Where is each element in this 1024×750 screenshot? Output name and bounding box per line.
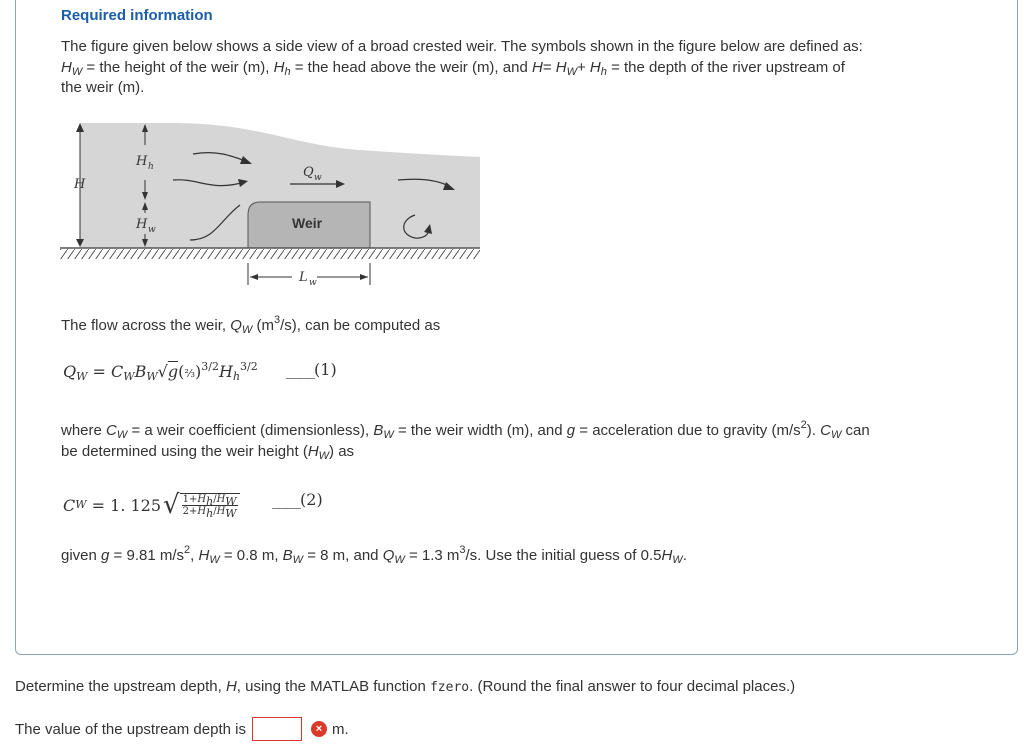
answer-row xyxy=(15,717,349,741)
equation-1-number: ____(1) xyxy=(286,360,337,379)
weir-figure xyxy=(60,120,485,290)
label-Lw-sub: w xyxy=(309,278,317,288)
answer-unit: m. xyxy=(331,720,349,738)
label-H: H xyxy=(74,177,86,192)
answer-label: The value of the upstream depth is xyxy=(15,720,246,738)
label-Hh: H xyxy=(136,154,148,169)
intro-paragraph: The figure given below shows a side view of a broad crested weir. The symbols shown in the figure below are defined as: $H_W$ = the height of the weir (m), $H_h$ = the head above the weir (m), and $H= H_W+ H_h$ = the depth of the river upstream of the weir (m). xyxy=(61,38,863,96)
equation-1: $Q_W$ = $C_WB_W√g(\frac{2}{3})^{3/2}H_h^{3/2}$ xyxy=(63,360,258,383)
label-Qw: Q xyxy=(303,165,314,180)
label-Hh-sub: h xyxy=(148,162,154,172)
flow-text: The flow across the weir, $Q_W$ $(m^3/s)$, can be computed as xyxy=(61,314,441,336)
label-weir: Weir xyxy=(292,215,323,231)
error-icon: × xyxy=(311,721,327,737)
label-Qw-sub: w xyxy=(314,173,322,183)
label-Lw: L xyxy=(299,270,308,285)
label-Hw-sub: w xyxy=(148,225,156,235)
fzero-code: fzero xyxy=(429,680,470,695)
equation-2-number: ____(2) xyxy=(272,490,323,509)
upstream-depth-input[interactable] xyxy=(252,717,302,741)
where-text: where $C_W = a$ weir coefficient (dimensionless), $B_W$ = the weir width (m), and g = acceleration due to gravity $(m/s^2)$. $C_W$ can be determined using the weir height $(H_W)$ as xyxy=(61,419,870,462)
question-text: Determine the upstream depth, H, using the MATLAB function fzero. (Round the final answer to four decimal places.) xyxy=(15,678,796,695)
required-information-title: Required information xyxy=(61,7,213,24)
label-Hw: H xyxy=(136,217,148,232)
given-text: given g = 9.81 $m/s^2$, $H_W = 0.8$ m, $B_W = 8$ m, and $Q_W = 1.3$ $m^3/s$. Use the initial guess of $0.5H_W$. xyxy=(61,544,687,566)
equation-2: C W = 1. 125 √ $1+H_h/H_W$ $2+H_h/H_W$ xyxy=(63,492,240,518)
